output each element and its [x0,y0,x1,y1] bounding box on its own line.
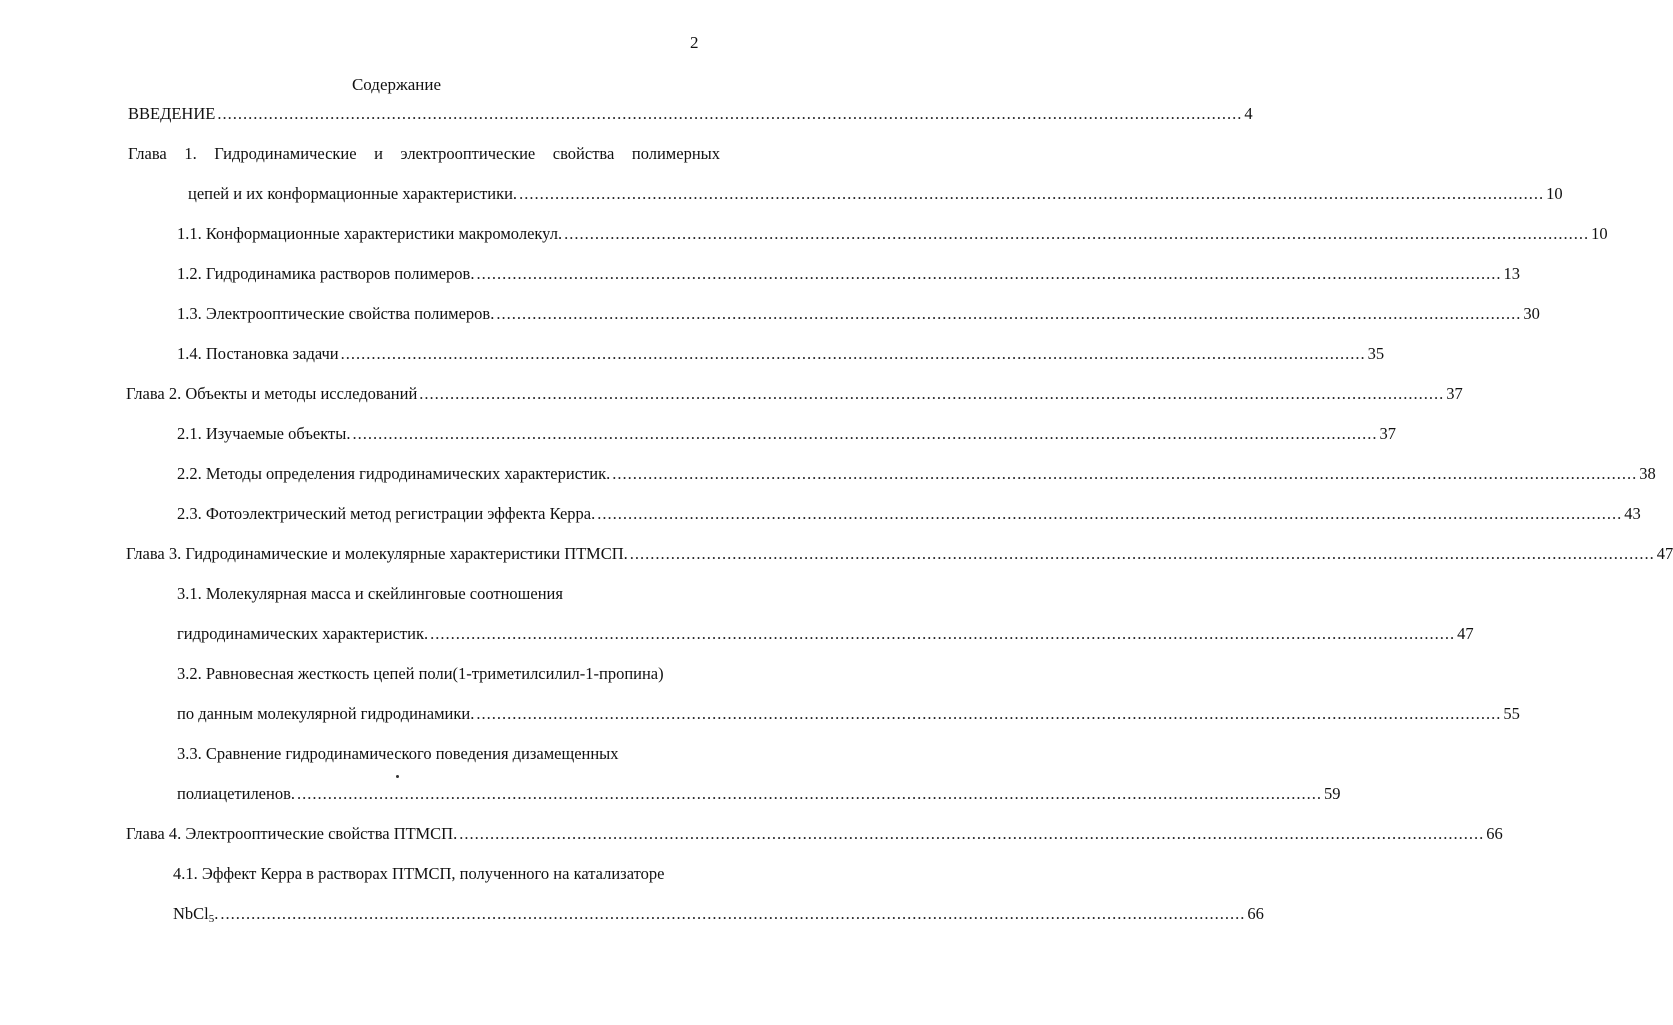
page-title: Содержание [351,75,442,94]
toc-leader: ........................................................................................................................................................................................................ [459,824,1485,843]
toc-page: 66 [1247,904,1264,923]
toc-section-3-1 [177,623,1474,645]
toc-page: 59 [1324,784,1341,803]
toc-section-3-3 [177,783,1341,805]
toc-chapter-4 [126,823,1503,845]
toc-leader: ........................................................................................................................................................................................................ [352,424,1378,443]
toc-label: Глава 4. Электрооптические свойства ПТМСП. [126,824,458,843]
page-number: 2 [690,33,699,52]
formula-nbcl: NbCl [173,904,209,923]
toc-section-4-1 [173,903,1264,925]
toc-leader: ........................................................................................................................................................................................................ [612,464,1638,483]
toc-label: 1.1. Конформационные характеристики макромолекул. [177,224,563,243]
scan-speck [396,775,399,778]
toc-section-2-1 [177,423,1396,445]
formula-subscript: 5 [208,913,215,925]
toc-label: 2.3. Фотоэлектрический метод регистрации эффекта Керра. [177,504,596,523]
toc-section-3-2-line-1: 3.2. Равновесная жесткость цепей поли(1-триметилсилил-1-пропина) [177,664,664,683]
toc-label: 1.2. Гидродинамика растворов полимеров. [177,264,475,283]
toc-section-2-3 [177,503,1641,525]
toc-leader: ........................................................................................................................................................................................................ [297,784,1322,803]
toc-entry-intro [128,103,1253,125]
toc-label: Глава 3. Гидродинамические и молекулярные характеристики ПТМСП. [126,544,628,563]
toc-leader: ........................................................................................................................................................................................................ [476,264,1502,283]
toc-label: по данным молекулярной гидродинамики. [177,704,475,723]
toc-page: 30 [1523,304,1540,323]
toc-leader: ........................................................................................................................................................................................................ [519,184,1545,203]
toc-leader: ........................................................................................................................................................................................................ [430,624,1456,643]
toc-label: 2.1. Изучаемые объекты. [177,424,351,443]
toc-section-1-1 [177,223,1608,245]
toc-leader: ........................................................................................................................................................................................................ [629,544,1655,563]
toc-section-1-3 [177,303,1540,325]
toc-leader: ........................................................................................................................................................................................................ [476,704,1502,723]
toc-chapter-1-line-1: Глава 1. Гидродинамические и электрооптические свойства полимерных [128,144,720,163]
toc-leader: ........................................................................................................................................................................................................ [340,344,1366,363]
toc-page: 47 [1656,544,1673,563]
toc-page: 66 [1486,824,1503,843]
toc-label: 1.3. Электрооптические свойства полимеров. [177,304,495,323]
toc-page: 10 [1591,224,1608,243]
toc-leader: ........................................................................................................................................................................................................ [419,384,1445,403]
toc-section-1-2 [177,263,1520,285]
toc-page: 37 [1379,424,1396,443]
toc-page: 4 [1244,104,1253,123]
toc-section-3-3-line-1: 3.3. Сравнение гидродинамического поведения дизамещенных [177,744,619,763]
toc-label: цепей и их конформационные характеристики. [188,184,518,203]
toc-section-3-1-line-1: 3.1. Молекулярная масса и скейлинговые соотношения [177,584,563,603]
toc-label: 1.4. Постановка задачи [177,344,339,363]
toc-page: 37 [1446,384,1463,403]
toc-label: гидродинамических характеристик. [177,624,429,643]
toc-chapter-2 [126,383,1463,405]
toc-chapter-3 [126,543,1673,565]
toc-page: 47 [1457,624,1474,643]
toc-leader: ........................................................................................................................................................................................................ [220,904,1246,923]
toc-section-3-2 [177,703,1520,725]
toc-page: 43 [1624,504,1641,523]
toc-label [173,903,218,925]
toc-label: Глава 2. Объекты и методы исследований [126,384,418,403]
toc-page: 38 [1639,464,1656,483]
toc-label: полиацетиленов. [177,784,295,803]
toc-label: 2.2. Методы определения гидродинамических характеристик. [177,464,611,483]
toc-leader: ........................................................................................................................................................................................................ [496,304,1522,323]
toc-section-2-2 [177,463,1656,485]
toc-leader: ........................................................................................................................................................................................................ [217,104,1243,123]
toc-page: 13 [1503,264,1520,283]
toc-label: ВВЕДЕНИЕ [128,104,216,123]
toc-section-4-1-line-1: 4.1. Эффект Керра в растворах ПТМСП, полученного на катализаторе [173,864,665,883]
formula-tail: . [214,904,219,923]
toc-section-1-4 [177,343,1385,365]
toc-page: 55 [1503,704,1520,723]
toc-leader: ........................................................................................................................................................................................................ [564,224,1590,243]
toc-chapter-1 [188,183,1563,205]
toc-leader: ........................................................................................................................................................................................................ [597,504,1623,523]
toc-page: 35 [1367,344,1385,363]
toc-page: 10 [1546,184,1563,203]
